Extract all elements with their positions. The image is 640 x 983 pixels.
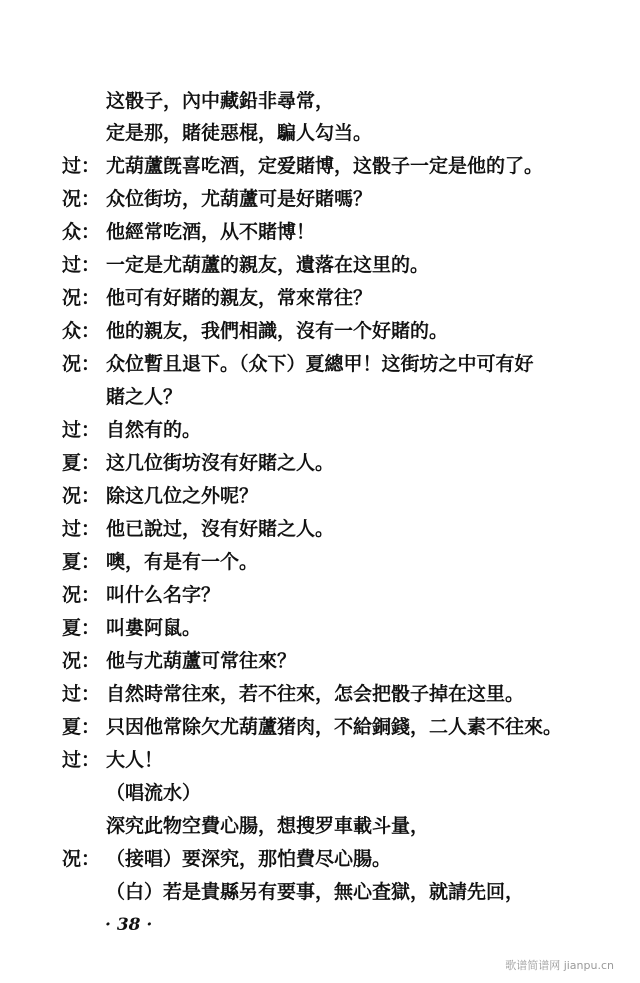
dialogue-line [62, 183, 622, 215]
dialogue-line [62, 315, 622, 347]
line-text: 叫婁阿鼠。 [106, 617, 202, 639]
dialogue-line [62, 282, 622, 314]
line-text: 他已說过，沒有好賭之人。 [106, 518, 335, 540]
dialogue-line [62, 645, 622, 677]
line-text: （唱流水） [106, 782, 202, 804]
line-text: 噢，有是有一个。 [106, 551, 259, 573]
dialogue-line [62, 348, 622, 380]
line-text: 众位街坊，尤葫蘆可是好賭嗎？ [106, 188, 373, 210]
speaker-label: 况： [62, 584, 101, 606]
speaker-label: 过： [62, 419, 101, 441]
dialogue-line [62, 480, 622, 512]
line-text: 他經常吃酒，从不賭博！ [106, 221, 316, 243]
dialogue-line [62, 843, 622, 875]
line-text: 深究此物空費心腸，想搜罗車載斗量， [106, 815, 430, 837]
speaker-label: 况： [62, 485, 101, 507]
speaker-label: 过： [62, 155, 101, 177]
dialogue-line [62, 678, 622, 710]
line-text: 叫什么名字？ [106, 584, 221, 606]
dialogue-line [62, 777, 622, 809]
line-text: 一定是尤葫蘆的親友，遺落在这里的。 [106, 254, 430, 276]
speaker-label: 过： [62, 254, 101, 276]
line-text: 除这几位之外呢？ [106, 485, 259, 507]
speaker-label: 夏： [62, 716, 101, 738]
dialogue-line [62, 117, 622, 149]
dialogue-line [62, 85, 622, 117]
line-text: 自然時常往來，若不往來，怎会把骰子掉在这里。 [106, 683, 525, 705]
dialogue-line [62, 810, 622, 842]
dialogue-line [62, 612, 622, 644]
speaker-label: 众： [62, 320, 101, 342]
dialogue-line [62, 447, 622, 479]
page-number: · 38 · [105, 915, 153, 935]
line-text: 他可有好賭的親友，常來常往？ [106, 287, 373, 309]
line-text: 定是那，賭徒惡棍，騙人勾当。 [106, 122, 373, 144]
dialogue-line [62, 150, 622, 182]
speaker-label: 夏： [62, 452, 101, 474]
dialogue-line [62, 381, 622, 413]
dialogue-line [62, 513, 622, 545]
speaker-label: 况： [62, 650, 101, 672]
dialogue-line [62, 876, 622, 908]
line-text: （白）若是貴縣另有要事，無心査獄，就請先回， [106, 881, 525, 903]
dialogue-line [62, 249, 622, 281]
dialogue-line [62, 414, 622, 446]
speaker-label: 夏： [62, 617, 101, 639]
line-text: （接唱）要深究，那怕費尽心腸。 [106, 848, 392, 870]
line-text: 这骰子，內中藏鉛非尋常， [106, 90, 335, 112]
site-watermark: 歌谱简谱网 jianpu.cn [505, 959, 614, 972]
speaker-label: 况： [62, 353, 101, 375]
speaker-label: 况： [62, 287, 101, 309]
line-text: 这几位街坊沒有好賭之人。 [106, 452, 335, 474]
dialogue-line [62, 216, 622, 248]
dialogue-line [62, 711, 622, 743]
line-text: 只因他常除欠尤葫蘆猪肉，不給銅錢，二人素不往來。 [106, 716, 563, 738]
speaker-label: 众： [62, 221, 101, 243]
line-text: 他与尤葫蘆可常往來？ [106, 650, 297, 672]
speaker-label: 过： [62, 749, 101, 771]
line-text: 大人！ [106, 749, 164, 771]
speaker-label: 况： [62, 848, 101, 870]
line-text: 尤葫蘆旣喜吃酒，定爱賭博，这骰子一定是他的了。 [106, 155, 544, 177]
speaker-label: 过： [62, 518, 101, 540]
line-text: 賭之人？ [106, 386, 183, 408]
speaker-label: 夏： [62, 551, 101, 573]
speaker-label: 况： [62, 188, 101, 210]
line-text: 他的親友，我們相識，沒有一个好賭的。 [106, 320, 449, 342]
dialogue-line [62, 744, 622, 776]
line-text: 众位暫且退下。（众下）夏總甲！这街坊之中可有好 [106, 353, 534, 375]
speaker-label: 过： [62, 683, 101, 705]
line-text: 自然有的。 [106, 419, 202, 441]
dialogue-line [62, 546, 622, 578]
dialogue-line [62, 579, 622, 611]
